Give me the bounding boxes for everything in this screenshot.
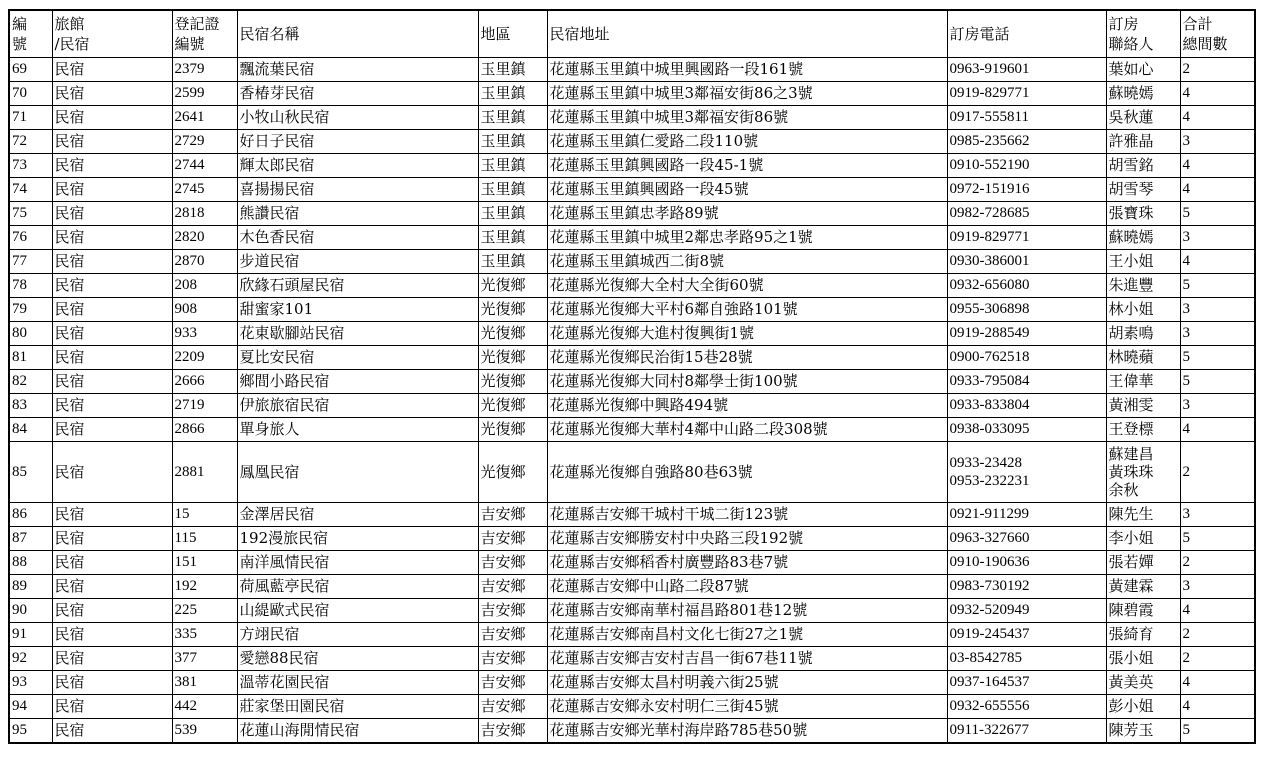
cell-rooms: 5 bbox=[1180, 202, 1255, 226]
header-rooms bbox=[1180, 10, 1255, 58]
cell-reg: 2744 bbox=[172, 154, 237, 178]
cell-rooms: 5 bbox=[1180, 370, 1255, 394]
cell-phone: 0932-655556 bbox=[947, 695, 1106, 719]
cell-reg: 908 bbox=[172, 298, 237, 322]
cell-name: 木色香民宿 bbox=[237, 226, 478, 250]
cell-reg: 2641 bbox=[172, 106, 237, 130]
cell-name: 伊旅旅宿民宿 bbox=[237, 394, 478, 418]
cell-name: 欣緣石頭屋民宿 bbox=[237, 274, 478, 298]
cell-no: 95 bbox=[9, 719, 52, 744]
cell-contact: 許雅晶 bbox=[1106, 130, 1180, 154]
cell-phone: 0910-190636 bbox=[947, 551, 1106, 575]
cell-contact: 張寶珠 bbox=[1106, 202, 1180, 226]
header-name-text: 民宿名稱 bbox=[239, 25, 300, 43]
cell-type: 民宿 bbox=[52, 346, 172, 370]
cell-no: 84 bbox=[9, 418, 52, 442]
cell-phone: 0932-520949 bbox=[947, 599, 1106, 623]
cell-name: 溫蒂花園民宿 bbox=[237, 671, 478, 695]
cell-type: 民宿 bbox=[52, 58, 172, 82]
cell-name: 喜揚揚民宿 bbox=[237, 178, 478, 202]
cell-addr: 花蓮縣吉安鄉南華村福昌路801巷12號 bbox=[547, 599, 947, 623]
table-row bbox=[9, 274, 1255, 298]
cell-name: 方翊民宿 bbox=[237, 623, 478, 647]
cell-name: 花東歇腳站民宿 bbox=[237, 322, 478, 346]
cell-contact: 胡素鳴 bbox=[1106, 322, 1180, 346]
cell-contact: 彭小姐 bbox=[1106, 695, 1180, 719]
cell-contact: 林曉蘋 bbox=[1106, 346, 1180, 370]
cell-name: 香椿芽民宿 bbox=[237, 82, 478, 106]
cell-reg: 15 bbox=[172, 503, 237, 527]
cell-no: 75 bbox=[9, 202, 52, 226]
cell-type: 民宿 bbox=[52, 647, 172, 671]
cell-reg: 2666 bbox=[172, 370, 237, 394]
table-row bbox=[9, 370, 1255, 394]
table-row bbox=[9, 503, 1255, 527]
cell-type: 民宿 bbox=[52, 322, 172, 346]
cell-no: 70 bbox=[9, 82, 52, 106]
cell-addr: 花蓮縣光復鄉中興路494號 bbox=[547, 394, 947, 418]
cell-contact: 胡雪琴 bbox=[1106, 178, 1180, 202]
cell-contact: 蘇建昌 黃珠珠 余秋 bbox=[1106, 442, 1180, 503]
header-rooms-text: 合計 總間數 bbox=[1182, 15, 1228, 53]
header-no bbox=[9, 10, 52, 58]
cell-contact: 王偉華 bbox=[1106, 370, 1180, 394]
header-type-text: 旅館 /民宿 bbox=[54, 15, 90, 53]
cell-area: 玉里鎮 bbox=[478, 130, 547, 154]
table-row bbox=[9, 623, 1255, 647]
cell-reg: 2881 bbox=[172, 442, 237, 503]
cell-type: 民宿 bbox=[52, 226, 172, 250]
cell-area: 玉里鎮 bbox=[478, 154, 547, 178]
cell-contact: 張若嬋 bbox=[1106, 551, 1180, 575]
cell-no: 90 bbox=[9, 599, 52, 623]
cell-contact: 胡雪銘 bbox=[1106, 154, 1180, 178]
cell-phone: 0963-327660 bbox=[947, 527, 1106, 551]
cell-type: 民宿 bbox=[52, 527, 172, 551]
cell-area: 光復鄉 bbox=[478, 322, 547, 346]
cell-name: 甜蜜家101 bbox=[237, 298, 478, 322]
cell-type: 民宿 bbox=[52, 82, 172, 106]
cell-reg: 2209 bbox=[172, 346, 237, 370]
header-addr-text: 民宿地址 bbox=[549, 25, 610, 43]
cell-addr: 花蓮縣光復鄉大同村8鄰學士街100號 bbox=[547, 370, 947, 394]
cell-phone: 0985-235662 bbox=[947, 130, 1106, 154]
cell-reg: 2729 bbox=[172, 130, 237, 154]
cell-no: 92 bbox=[9, 647, 52, 671]
cell-rooms: 4 bbox=[1180, 154, 1255, 178]
cell-addr: 花蓮縣吉安鄉南昌村文化七街27之1號 bbox=[547, 623, 947, 647]
cell-contact: 陳碧霞 bbox=[1106, 599, 1180, 623]
cell-area: 光復鄉 bbox=[478, 418, 547, 442]
cell-type: 民宿 bbox=[52, 106, 172, 130]
cell-rooms: 5 bbox=[1180, 719, 1255, 744]
cell-no: 88 bbox=[9, 551, 52, 575]
cell-addr: 花蓮縣玉里鎮中城里興國路一段161號 bbox=[547, 58, 947, 82]
cell-contact: 王小姐 bbox=[1106, 250, 1180, 274]
cell-name: 飄流葉民宿 bbox=[237, 58, 478, 82]
cell-no: 73 bbox=[9, 154, 52, 178]
cell-area: 光復鄉 bbox=[478, 394, 547, 418]
cell-type: 民宿 bbox=[52, 719, 172, 744]
cell-addr: 花蓮縣吉安鄉太昌村明義六街25號 bbox=[547, 671, 947, 695]
table-row bbox=[9, 154, 1255, 178]
header-area bbox=[478, 10, 547, 58]
cell-type: 民宿 bbox=[52, 551, 172, 575]
cell-addr: 花蓮縣玉里鎮興國路一段45號 bbox=[547, 178, 947, 202]
cell-phone: 0933-795084 bbox=[947, 370, 1106, 394]
cell-contact: 陳先生 bbox=[1106, 503, 1180, 527]
cell-addr: 花蓮縣光復鄉大華村4鄰中山路二段308號 bbox=[547, 418, 947, 442]
table-row bbox=[9, 695, 1255, 719]
header-type bbox=[52, 10, 172, 58]
cell-type: 民宿 bbox=[52, 599, 172, 623]
cell-rooms: 4 bbox=[1180, 250, 1255, 274]
cell-area: 吉安鄉 bbox=[478, 599, 547, 623]
cell-phone: 0919-288549 bbox=[947, 322, 1106, 346]
cell-phone: 0932-656080 bbox=[947, 274, 1106, 298]
cell-area: 光復鄉 bbox=[478, 346, 547, 370]
cell-area: 吉安鄉 bbox=[478, 623, 547, 647]
cell-phone: 0919-829771 bbox=[947, 82, 1106, 106]
cell-name: 192漫旅民宿 bbox=[237, 527, 478, 551]
cell-name: 鄉間小路民宿 bbox=[237, 370, 478, 394]
cell-addr: 花蓮縣吉安鄉吉安村吉昌一街67巷11號 bbox=[547, 647, 947, 671]
table-row bbox=[9, 599, 1255, 623]
cell-reg: 208 bbox=[172, 274, 237, 298]
header-row bbox=[9, 10, 1255, 58]
table-row bbox=[9, 298, 1255, 322]
cell-no: 93 bbox=[9, 671, 52, 695]
cell-phone: 0963-919601 bbox=[947, 58, 1106, 82]
header-phone-text: 訂房電話 bbox=[949, 25, 1010, 43]
cell-addr: 花蓮縣玉里鎮中城里2鄰忠孝路95之1號 bbox=[547, 226, 947, 250]
table-row bbox=[9, 671, 1255, 695]
cell-reg: 539 bbox=[172, 719, 237, 744]
cell-rooms: 5 bbox=[1180, 274, 1255, 298]
cell-contact: 陳芳玉 bbox=[1106, 719, 1180, 744]
cell-no: 89 bbox=[9, 575, 52, 599]
cell-addr: 花蓮縣吉安鄉永安村明仁三街45號 bbox=[547, 695, 947, 719]
cell-name: 輝太郎民宿 bbox=[237, 154, 478, 178]
header-addr bbox=[547, 10, 947, 58]
cell-addr: 花蓮縣光復鄉自強路80巷63號 bbox=[547, 442, 947, 503]
cell-type: 民宿 bbox=[52, 575, 172, 599]
cell-rooms: 4 bbox=[1180, 599, 1255, 623]
cell-type: 民宿 bbox=[52, 394, 172, 418]
cell-name: 山緹歐式民宿 bbox=[237, 599, 478, 623]
table-row bbox=[9, 130, 1255, 154]
cell-contact: 黃建霖 bbox=[1106, 575, 1180, 599]
cell-type: 民宿 bbox=[52, 154, 172, 178]
cell-name: 步道民宿 bbox=[237, 250, 478, 274]
cell-addr: 花蓮縣玉里鎮中城里3鄰福安街86號 bbox=[547, 106, 947, 130]
cell-area: 玉里鎮 bbox=[478, 226, 547, 250]
cell-area: 玉里鎮 bbox=[478, 202, 547, 226]
cell-contact: 張小姐 bbox=[1106, 647, 1180, 671]
cell-reg: 933 bbox=[172, 322, 237, 346]
cell-type: 民宿 bbox=[52, 202, 172, 226]
cell-rooms: 3 bbox=[1180, 322, 1255, 346]
cell-reg: 115 bbox=[172, 527, 237, 551]
cell-area: 光復鄉 bbox=[478, 274, 547, 298]
cell-reg: 2870 bbox=[172, 250, 237, 274]
header-no-text: 編 號 bbox=[12, 15, 28, 53]
table-row bbox=[9, 178, 1255, 202]
cell-area: 玉里鎮 bbox=[478, 106, 547, 130]
cell-name: 好日子民宿 bbox=[237, 130, 478, 154]
cell-type: 民宿 bbox=[52, 623, 172, 647]
cell-phone: 0933-833804 bbox=[947, 394, 1106, 418]
cell-phone: 0900-762518 bbox=[947, 346, 1106, 370]
cell-type: 民宿 bbox=[52, 298, 172, 322]
cell-name: 金澤居民宿 bbox=[237, 503, 478, 527]
table-row bbox=[9, 106, 1255, 130]
cell-no: 85 bbox=[9, 442, 52, 503]
cell-area: 玉里鎮 bbox=[478, 58, 547, 82]
cell-name: 夏比安民宿 bbox=[237, 346, 478, 370]
cell-area: 吉安鄉 bbox=[478, 575, 547, 599]
cell-phone: 0938-033095 bbox=[947, 418, 1106, 442]
cell-phone: 0972-151916 bbox=[947, 178, 1106, 202]
cell-phone: 0919-829771 bbox=[947, 226, 1106, 250]
cell-reg: 2719 bbox=[172, 394, 237, 418]
cell-contact: 李小姐 bbox=[1106, 527, 1180, 551]
cell-rooms: 3 bbox=[1180, 226, 1255, 250]
cell-contact: 吳秋蓮 bbox=[1106, 106, 1180, 130]
cell-no: 94 bbox=[9, 695, 52, 719]
cell-reg: 2820 bbox=[172, 226, 237, 250]
table-row bbox=[9, 418, 1255, 442]
cell-addr: 花蓮縣光復鄉民治街15巷28號 bbox=[547, 346, 947, 370]
cell-reg: 2866 bbox=[172, 418, 237, 442]
cell-reg: 192 bbox=[172, 575, 237, 599]
cell-area: 吉安鄉 bbox=[478, 551, 547, 575]
cell-area: 玉里鎮 bbox=[478, 178, 547, 202]
table-row bbox=[9, 58, 1255, 82]
cell-rooms: 2 bbox=[1180, 647, 1255, 671]
cell-contact: 王登標 bbox=[1106, 418, 1180, 442]
cell-rooms: 4 bbox=[1180, 695, 1255, 719]
cell-reg: 381 bbox=[172, 671, 237, 695]
cell-no: 83 bbox=[9, 394, 52, 418]
cell-no: 86 bbox=[9, 503, 52, 527]
cell-name: 愛戀88民宿 bbox=[237, 647, 478, 671]
cell-type: 民宿 bbox=[52, 418, 172, 442]
cell-phone: 0911-322677 bbox=[947, 719, 1106, 744]
cell-reg: 2818 bbox=[172, 202, 237, 226]
header-area-text: 地區 bbox=[480, 25, 511, 43]
cell-reg: 151 bbox=[172, 551, 237, 575]
cell-name: 莊家堡田園民宿 bbox=[237, 695, 478, 719]
table-row bbox=[9, 527, 1255, 551]
cell-phone: 0919-245437 bbox=[947, 623, 1106, 647]
cell-reg: 225 bbox=[172, 599, 237, 623]
cell-name: 單身旅人 bbox=[237, 418, 478, 442]
cell-contact: 張綺育 bbox=[1106, 623, 1180, 647]
cell-rooms: 3 bbox=[1180, 503, 1255, 527]
cell-name: 鳳凰民宿 bbox=[237, 442, 478, 503]
table-row bbox=[9, 82, 1255, 106]
cell-type: 民宿 bbox=[52, 250, 172, 274]
table-row bbox=[9, 202, 1255, 226]
table-row bbox=[9, 346, 1255, 370]
cell-reg: 2379 bbox=[172, 58, 237, 82]
cell-addr: 花蓮縣玉里鎮中城里3鄰福安街86之3號 bbox=[547, 82, 947, 106]
cell-name: 南洋風情民宿 bbox=[237, 551, 478, 575]
table-row bbox=[9, 647, 1255, 671]
cell-reg: 442 bbox=[172, 695, 237, 719]
cell-reg: 377 bbox=[172, 647, 237, 671]
cell-no: 69 bbox=[9, 58, 52, 82]
cell-no: 82 bbox=[9, 370, 52, 394]
cell-rooms: 5 bbox=[1180, 527, 1255, 551]
cell-phone: 0982-728685 bbox=[947, 202, 1106, 226]
cell-rooms: 4 bbox=[1180, 106, 1255, 130]
cell-addr: 花蓮縣吉安鄉稻香村廣豐路83巷7號 bbox=[547, 551, 947, 575]
cell-no: 80 bbox=[9, 322, 52, 346]
cell-phone: 0917-555811 bbox=[947, 106, 1106, 130]
cell-no: 76 bbox=[9, 226, 52, 250]
cell-no: 77 bbox=[9, 250, 52, 274]
cell-name: 荷風藍亭民宿 bbox=[237, 575, 478, 599]
cell-no: 74 bbox=[9, 178, 52, 202]
cell-area: 光復鄉 bbox=[478, 370, 547, 394]
cell-no: 87 bbox=[9, 527, 52, 551]
cell-phone: 0910-552190 bbox=[947, 154, 1106, 178]
table-row bbox=[9, 442, 1255, 503]
cell-rooms: 3 bbox=[1180, 394, 1255, 418]
cell-rooms: 4 bbox=[1180, 418, 1255, 442]
cell-area: 吉安鄉 bbox=[478, 671, 547, 695]
header-phone bbox=[947, 10, 1106, 58]
cell-type: 民宿 bbox=[52, 503, 172, 527]
cell-addr: 花蓮縣玉里鎮仁愛路二段110號 bbox=[547, 130, 947, 154]
cell-reg: 2599 bbox=[172, 82, 237, 106]
header-name bbox=[237, 10, 478, 58]
cell-name: 花蓮山海閒情民宿 bbox=[237, 719, 478, 744]
header-contact-text: 訂房 聯絡人 bbox=[1108, 15, 1154, 53]
cell-area: 吉安鄉 bbox=[478, 647, 547, 671]
cell-contact: 黃美英 bbox=[1106, 671, 1180, 695]
header-reg bbox=[172, 10, 237, 58]
cell-rooms: 2 bbox=[1180, 551, 1255, 575]
cell-rooms: 4 bbox=[1180, 671, 1255, 695]
cell-contact: 林小姐 bbox=[1106, 298, 1180, 322]
cell-type: 民宿 bbox=[52, 695, 172, 719]
table-row bbox=[9, 226, 1255, 250]
cell-area: 吉安鄉 bbox=[478, 503, 547, 527]
header-contact bbox=[1106, 10, 1180, 58]
cell-rooms: 4 bbox=[1180, 178, 1255, 202]
cell-phone: 0930-386001 bbox=[947, 250, 1106, 274]
cell-reg: 335 bbox=[172, 623, 237, 647]
cell-addr: 花蓮縣吉安鄉光華村海岸路785巷50號 bbox=[547, 719, 947, 744]
cell-addr: 花蓮縣玉里鎮興國路一段45-1號 bbox=[547, 154, 947, 178]
cell-addr: 花蓮縣光復鄉大進村復興街1號 bbox=[547, 322, 947, 346]
cell-contact: 蘇曉嫣 bbox=[1106, 226, 1180, 250]
cell-rooms: 3 bbox=[1180, 575, 1255, 599]
cell-contact: 黃湘雯 bbox=[1106, 394, 1180, 418]
cell-no: 72 bbox=[9, 130, 52, 154]
cell-contact: 朱進豐 bbox=[1106, 274, 1180, 298]
cell-rooms: 5 bbox=[1180, 346, 1255, 370]
cell-type: 民宿 bbox=[52, 671, 172, 695]
cell-phone: 0983-730192 bbox=[947, 575, 1106, 599]
cell-name: 小牧山秋民宿 bbox=[237, 106, 478, 130]
cell-contact: 葉如心 bbox=[1106, 58, 1180, 82]
cell-type: 民宿 bbox=[52, 178, 172, 202]
cell-no: 71 bbox=[9, 106, 52, 130]
cell-phone: 03-8542785 bbox=[947, 647, 1106, 671]
cell-area: 玉里鎮 bbox=[478, 250, 547, 274]
cell-no: 79 bbox=[9, 298, 52, 322]
table-row bbox=[9, 322, 1255, 346]
table-row bbox=[9, 250, 1255, 274]
cell-addr: 花蓮縣玉里鎮城西二街8號 bbox=[547, 250, 947, 274]
cell-addr: 花蓮縣光復鄉大平村6鄰自強路101號 bbox=[547, 298, 947, 322]
cell-phone: 0955-306898 bbox=[947, 298, 1106, 322]
cell-area: 光復鄉 bbox=[478, 298, 547, 322]
cell-addr: 花蓮縣吉安鄉勝安村中央路三段192號 bbox=[547, 527, 947, 551]
cell-rooms: 3 bbox=[1180, 130, 1255, 154]
cell-rooms: 3 bbox=[1180, 298, 1255, 322]
cell-phone: 0933-23428 0953-232231 bbox=[947, 442, 1106, 503]
header-reg-text: 登記證 編號 bbox=[174, 15, 220, 53]
bnb-listing-table bbox=[8, 9, 1256, 744]
cell-area: 吉安鄉 bbox=[478, 527, 547, 551]
cell-rooms: 4 bbox=[1180, 82, 1255, 106]
cell-addr: 花蓮縣吉安鄉中山路二段87號 bbox=[547, 575, 947, 599]
cell-type: 民宿 bbox=[52, 274, 172, 298]
table-row bbox=[9, 394, 1255, 418]
table-row bbox=[9, 719, 1255, 744]
cell-area: 吉安鄉 bbox=[478, 695, 547, 719]
cell-contact: 蘇曉嫣 bbox=[1106, 82, 1180, 106]
cell-phone: 0937-164537 bbox=[947, 671, 1106, 695]
cell-no: 78 bbox=[9, 274, 52, 298]
cell-type: 民宿 bbox=[52, 370, 172, 394]
cell-no: 91 bbox=[9, 623, 52, 647]
cell-reg: 2745 bbox=[172, 178, 237, 202]
cell-addr: 花蓮縣光復鄉大全村大全街60號 bbox=[547, 274, 947, 298]
cell-type: 民宿 bbox=[52, 442, 172, 503]
cell-type: 民宿 bbox=[52, 130, 172, 154]
cell-rooms: 2 bbox=[1180, 442, 1255, 503]
cell-area: 光復鄉 bbox=[478, 442, 547, 503]
cell-name: 熊讚民宿 bbox=[237, 202, 478, 226]
cell-rooms: 2 bbox=[1180, 623, 1255, 647]
table-row bbox=[9, 551, 1255, 575]
cell-no: 81 bbox=[9, 346, 52, 370]
cell-area: 玉里鎮 bbox=[478, 82, 547, 106]
cell-addr: 花蓮縣吉安鄉干城村干城二街123號 bbox=[547, 503, 947, 527]
cell-area: 吉安鄉 bbox=[478, 719, 547, 744]
table-row bbox=[9, 575, 1255, 599]
cell-phone: 0921-911299 bbox=[947, 503, 1106, 527]
cell-rooms: 2 bbox=[1180, 58, 1255, 82]
cell-addr: 花蓮縣玉里鎮忠孝路89號 bbox=[547, 202, 947, 226]
